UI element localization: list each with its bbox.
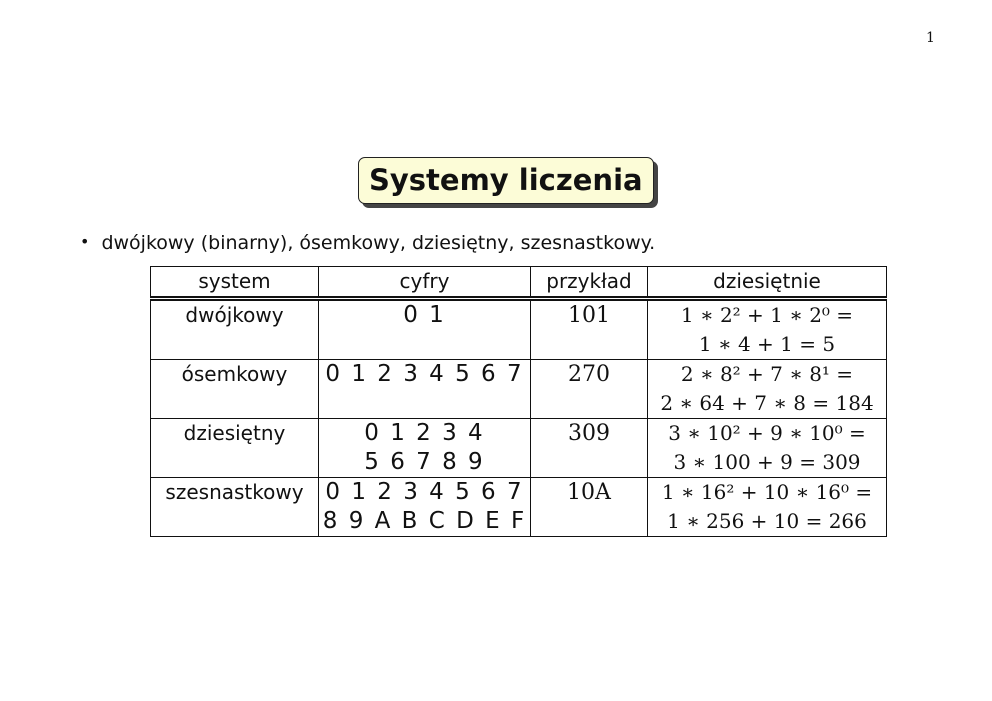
cell-decimal: [648, 299, 887, 360]
decimal-line: 1 ∗ 4 + 1 = 5: [698, 332, 836, 356]
table-row: [151, 299, 887, 360]
bullet-icon: •: [80, 232, 90, 251]
decimal-line: 1 ∗ 2² + 1 ∗ 2⁰ =: [680, 303, 854, 327]
table-row: [151, 478, 887, 537]
cell-decimal: [648, 478, 887, 537]
table-row: [151, 360, 887, 419]
bullet-text: dwójkowy (binarny), ósemkowy, dziesiętny, szesnastkowy.: [101, 232, 656, 254]
decimal-line: 1 ∗ 16² + 10 ∗ 16⁰ =: [661, 480, 873, 504]
header-decimal: dziesiętnie: [648, 267, 887, 299]
header-digits: cyfry: [319, 267, 531, 299]
digits-line: 8 9 A B C D E F: [322, 508, 527, 534]
cell-system: dwójkowy: [151, 299, 319, 360]
cell-system: ósemkowy: [151, 360, 319, 419]
cell-example: 10A: [531, 478, 648, 537]
cell-digits: [319, 478, 531, 537]
digits-line: 0 1 2 3 4 5 6 7: [325, 479, 524, 505]
decimal-line: 2 ∗ 8² + 7 ∗ 8¹ =: [680, 362, 854, 386]
page-number: 1: [926, 30, 935, 46]
table-row: [151, 419, 887, 478]
cell-decimal: [648, 419, 887, 478]
cell-digits: [319, 360, 531, 419]
decimal-line: 3 ∗ 10² + 9 ∗ 10⁰ =: [668, 421, 866, 445]
decimal-line: 3 ∗ 100 + 9 = 309: [673, 450, 861, 474]
slide-title-container: [358, 157, 654, 204]
digits-line: 5 6 7 8 9: [364, 449, 485, 475]
header-system: system: [151, 267, 319, 299]
decimal-line: 2 ∗ 64 + 7 ∗ 8 = 184: [660, 391, 874, 415]
cell-example: 309: [531, 419, 648, 478]
cell-digits: [319, 419, 531, 478]
bullet-item: [80, 232, 655, 254]
header-example: przykład: [531, 267, 648, 299]
number-systems-table: [150, 266, 887, 537]
cell-digits: [319, 299, 531, 360]
digits-line: 0 1: [403, 302, 446, 328]
cell-system: szesnastkowy: [151, 478, 319, 537]
cell-decimal: [648, 360, 887, 419]
digits-line: 0 1 2 3 4 5 6 7: [325, 361, 524, 387]
digits-line: 0 1 2 3 4: [364, 420, 485, 446]
cell-example: 101: [531, 299, 648, 360]
cell-example: 270: [531, 360, 648, 419]
cell-system: dziesiętny: [151, 419, 319, 478]
table-header-row: [151, 267, 887, 299]
decimal-line: 1 ∗ 256 + 10 = 266: [667, 509, 867, 533]
slide-title: Systemy liczenia: [358, 157, 654, 204]
